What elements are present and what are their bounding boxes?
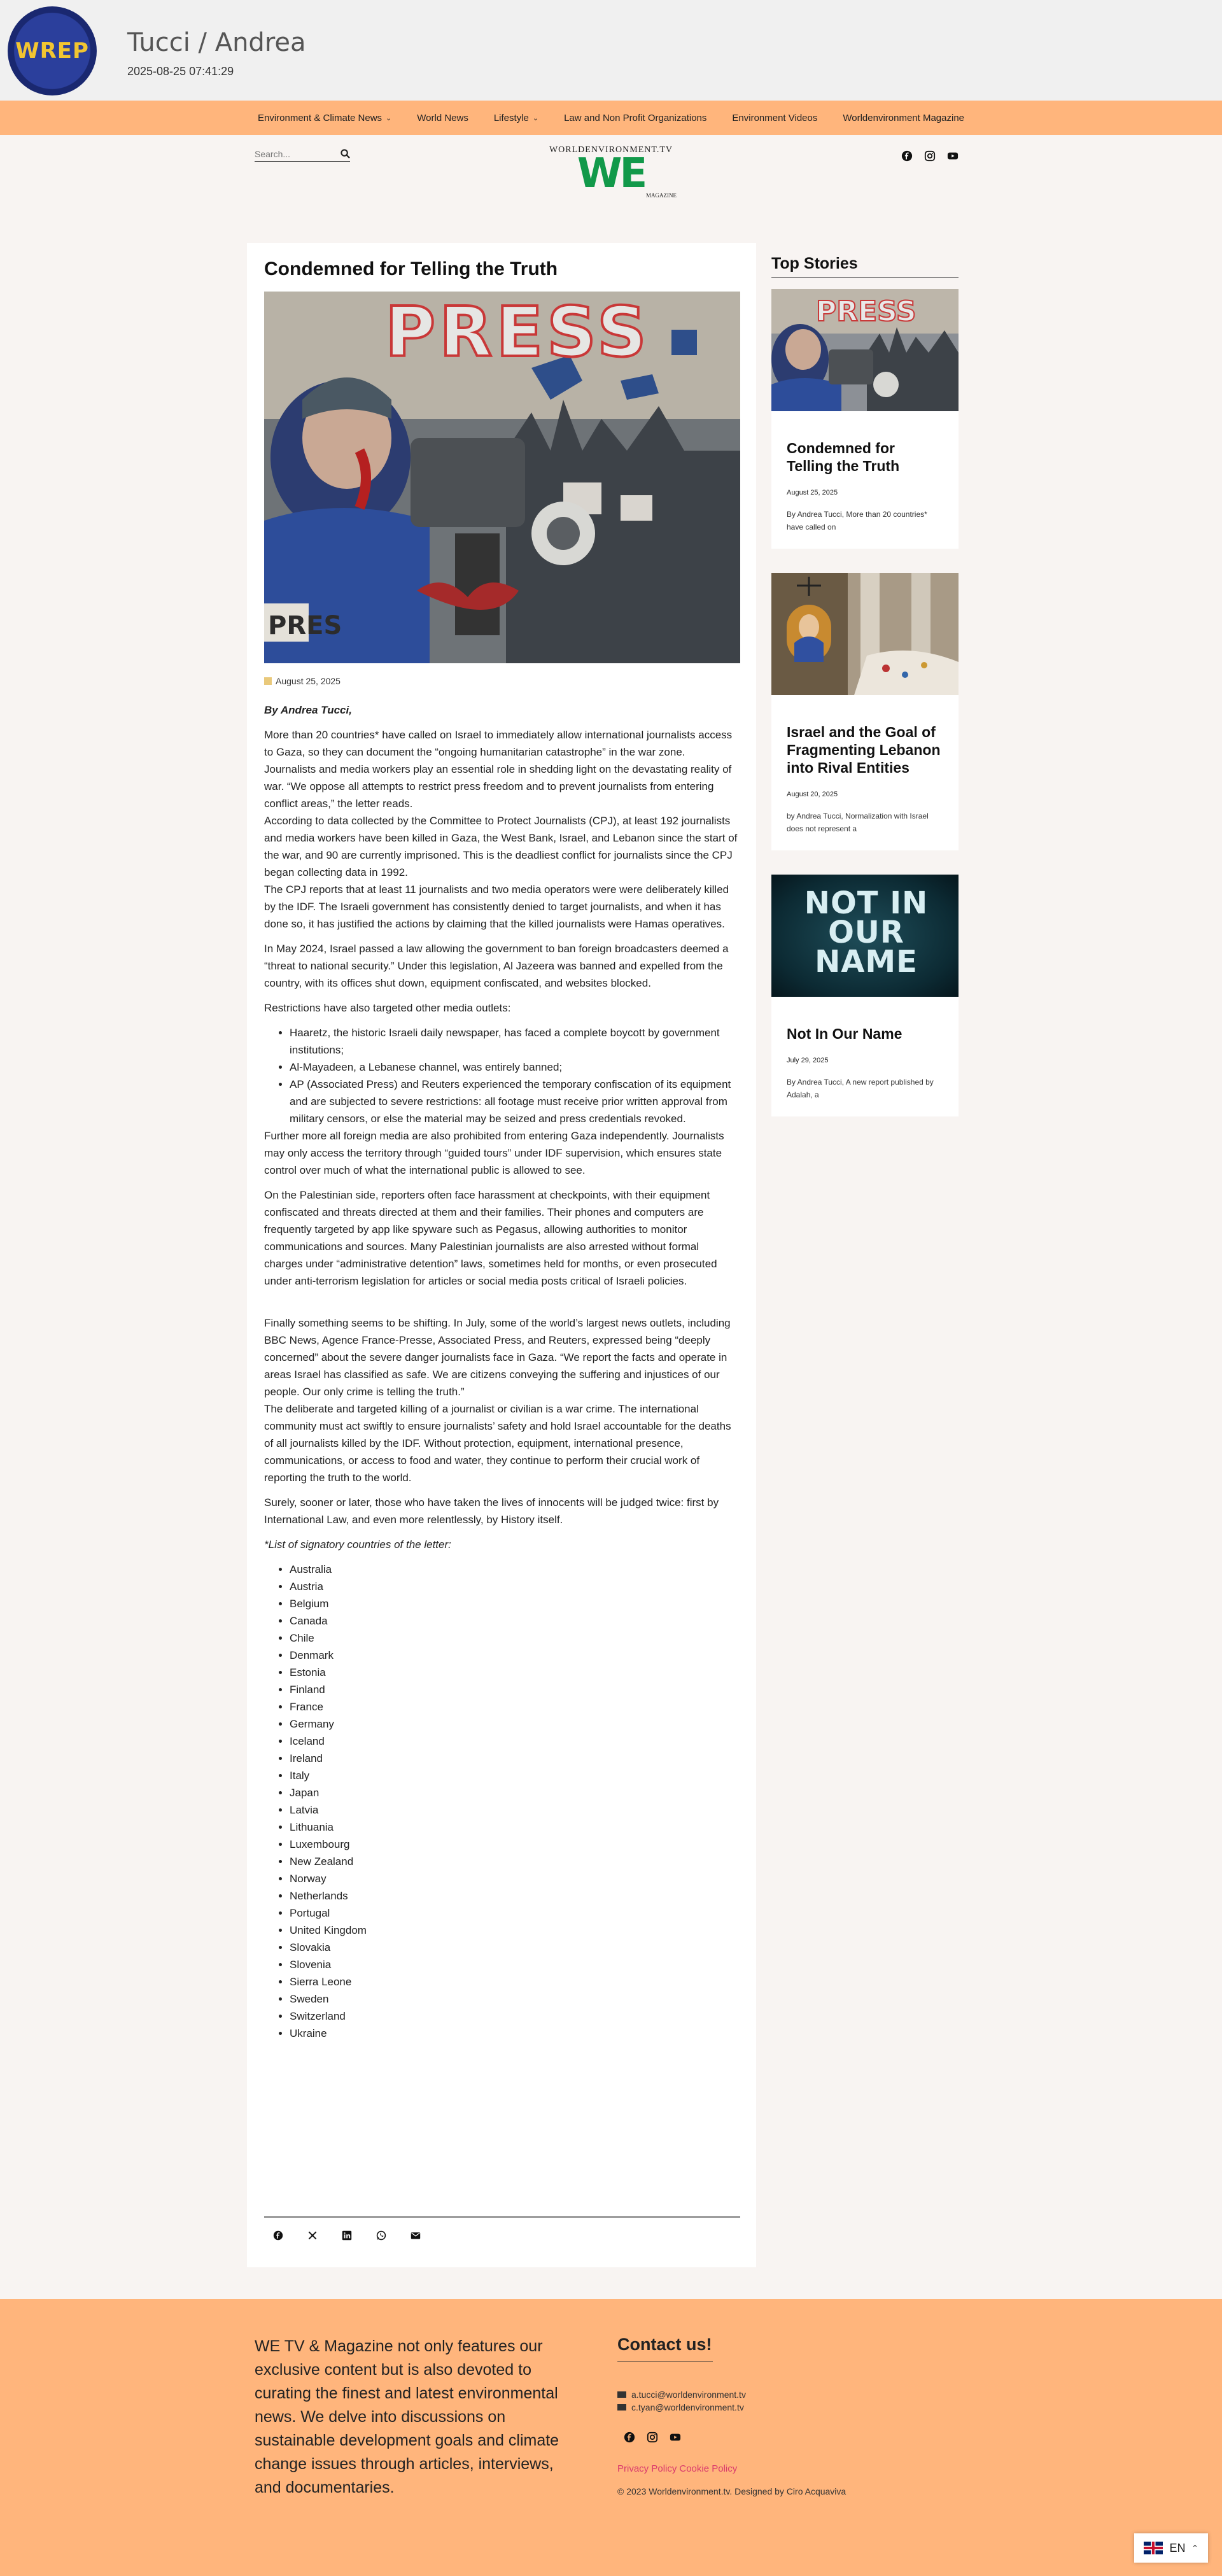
hero-press-vest-text: PRES: [268, 611, 342, 640]
contact-title: Contact us!: [617, 2335, 713, 2361]
story-card-title[interactable]: Not In Our Name: [787, 1025, 902, 1042]
x-icon[interactable]: [307, 2230, 318, 2241]
country-item: • Slovenia: [290, 1956, 740, 1973]
nav-item-lifestyle[interactable]: [494, 113, 538, 123]
contact-email-text[interactable]: a.tucci@worldenvironment.tv: [631, 2389, 746, 2400]
chevron-down-icon: ⌄: [386, 114, 392, 122]
uk-flag-icon: [1144, 2542, 1163, 2554]
nav-label: World News: [417, 112, 468, 123]
article-paragraph: More than 20 countries* have called on Israel to immediately allow international journalists access to Gaza, so they can document the “ongoing humanitarian catastrophe” in the war zone.: [264, 729, 733, 758]
nav-item-worldenvironment-magazine[interactable]: [843, 113, 964, 123]
nav-label: Lifestyle: [493, 112, 529, 123]
site-footer: [0, 2299, 1222, 2576]
chevron-up-icon: ⌃: [1191, 2544, 1198, 2552]
country-item: • Sweden: [290, 1990, 740, 2008]
nav-item-environment-climate-news[interactable]: [258, 113, 391, 123]
nav-label: Environment Videos: [732, 112, 818, 123]
post-date-text: August 25, 2025: [276, 676, 341, 686]
site-logo[interactable]: [543, 145, 679, 200]
share-bar: [264, 2216, 740, 2241]
list-item: • Al-Mayadeen, a Lebanese channel, was entirely banned;: [290, 1059, 740, 1076]
calendar-icon: [264, 677, 272, 685]
chevron-down-icon: ⌄: [532, 114, 539, 122]
country-item: • Iceland: [290, 1733, 740, 1750]
instagram-icon[interactable]: [647, 2432, 658, 2443]
author-title: Tucci / Andrea: [127, 28, 306, 57]
contact-email[interactable]: [617, 2389, 746, 2400]
byline: By Andrea Tucci,: [264, 704, 352, 716]
facebook-icon[interactable]: [624, 2432, 635, 2443]
hero-press-text: PRESS: [385, 293, 650, 372]
country-item: • Slovakia: [290, 1939, 740, 1956]
media-outlets-list: [290, 1024, 740, 1127]
author-datetime: 2025-08-25 07:41:29: [127, 65, 234, 78]
country-item: • Norway: [290, 1870, 740, 1887]
country-item: • Canada: [290, 1612, 740, 1629]
story-card-excerpt: by Andrea Tucci, Normalization with Israel does not represent a: [787, 812, 929, 833]
list-item: • AP (Associated Press) and Reuters experienced the temporary confiscation of its equipment and are subjected to severe restrictions: all footage must receive prior written approval from military censors, or else the material may be seized and press credentials revoked.: [290, 1076, 740, 1127]
story-card-date: August 25, 2025: [787, 489, 838, 496]
cookie-policy-link[interactable]: Cookie Policy: [679, 2463, 738, 2474]
language-code: EN: [1169, 2541, 1186, 2554]
article-paragraph: The deliberate and targeted killing of a journalist or civilian is a war crime. The international community must act swiftly to ensure journalists’ safety and hold Israel accountable for the deaths of all journalists killed by the IDF. Without protection, equipment, international presence, communications, or access to food and water, they continue to perform their crucial work of reporting the truth to the world.: [264, 1403, 731, 1484]
country-item: • Belgium: [290, 1595, 740, 1612]
footer-blurb: WE TV & Magazine not only features our exclusive content but is also devoted to curating the finest and latest environmental news. We delve into discussions on sustainable development goals and climate change issues through articles, interviews, and documentaries.: [255, 2337, 559, 2496]
story-card-image[interactable]: [771, 573, 959, 695]
country-item: • Denmark: [290, 1647, 740, 1664]
country-item: • Chile: [290, 1629, 740, 1647]
story-thumbnail-text: NOT IN OUR NAME: [804, 885, 929, 980]
nav-label: Environment & Climate News: [257, 112, 383, 123]
country-item: • Lithuania: [290, 1819, 740, 1836]
country-item: • Netherlands: [290, 1887, 740, 1904]
article-title: Condemned for Telling the Truth: [264, 258, 558, 279]
country-item: • Ukraine: [290, 2025, 740, 2042]
country-item: • France: [290, 1698, 740, 1715]
story-card[interactable]: [771, 875, 959, 1116]
story-card[interactable]: [771, 573, 959, 850]
country-item: • Portugal: [290, 1904, 740, 1922]
envelope-icon: [617, 2391, 626, 2398]
list-item: • Haaretz, the historic Israeli daily newspaper, has faced a complete boycott by government institutions;: [290, 1024, 740, 1059]
nav-item-environment-videos[interactable]: [732, 113, 817, 123]
article-paragraph: Restrictions have also targeted other media outlets:: [264, 1002, 511, 1014]
privacy-policy-link[interactable]: Privacy Policy: [617, 2463, 677, 2474]
story-card-excerpt: By Andrea Tucci, More than 20 countries* have called on: [787, 510, 927, 531]
story-card-excerpt: By Andrea Tucci, A new report published by Adalah, a: [787, 1078, 934, 1099]
signatory-list-heading: *List of signatory countries of the letter:: [264, 1538, 451, 1551]
country-item: • Finland: [290, 1681, 740, 1698]
country-item: • Australia: [290, 1561, 740, 1578]
search-icon[interactable]: [341, 149, 350, 158]
email-icon[interactable]: [411, 2230, 421, 2241]
nav-label: Law and Non Profit Organizations: [564, 112, 707, 123]
country-item: • Estonia: [290, 1664, 740, 1681]
article-paragraph: In May 2024, Israel passed a law allowing the government to ban foreign broadcasters deemed a “threat to national security.” Under this legislation, Al Jazeera was banned and expelled from the country, with its offices shut down, equipment confiscated, and websites blocked.: [264, 943, 729, 989]
article-paragraph: Surely, sooner or later, those who have taken the lives of innocents will be judged twice: first by International Law, and even more relentlessly, by History itself.: [264, 1496, 719, 1526]
story-card[interactable]: [771, 289, 959, 549]
country-item: • Austria: [290, 1578, 740, 1595]
story-card-date: July 29, 2025: [787, 1057, 829, 1064]
country-item: • Italy: [290, 1767, 740, 1784]
linkedin-icon[interactable]: [342, 2230, 352, 2241]
story-card-title[interactable]: Condemned for Telling the Truth: [787, 440, 900, 474]
footer-social-links: [624, 2432, 681, 2443]
facebook-icon[interactable]: [273, 2230, 283, 2241]
article-hero-image: [264, 292, 740, 663]
logo-main-text: WE: [577, 150, 645, 197]
story-card-title[interactable]: Israel and the Goal of Fragmenting Lebanon into Rival Entities: [787, 724, 941, 776]
country-item: • Sierra Leone: [290, 1973, 740, 1990]
wrep-logo-text: WREP: [15, 38, 89, 64]
story-thumbnail-mural: [771, 289, 959, 411]
story-thumbnail-church-ruins: [771, 573, 959, 695]
whatsapp-icon[interactable]: [376, 2230, 386, 2241]
article-paragraph: On the Palestinian side, reporters often face harassment at checkpoints, with their equipment confiscated and threats directed at them and their families. Their phones and computers are frequently targeted by app like spyware such as Pegasus, allowing authorities to monitor communications and sources. Many Palestinian journalists are also arrested without formal charges under “administrative detention” laws, sometimes held for months, or even prosecuted under anti-terrorism legislation for articles or social media posts critical of Israeli policies.: [264, 1189, 717, 1287]
youtube-icon[interactable]: [947, 150, 959, 162]
sidebar: [771, 243, 959, 1116]
country-item: • Switzerland: [290, 2008, 740, 2025]
country-item: • Ireland: [290, 1750, 740, 1767]
search-box: [255, 146, 350, 162]
contact-email-text[interactable]: c.tyan@worldenvironment.tv: [631, 2402, 744, 2412]
country-item: • Germany: [290, 1715, 740, 1733]
post-date: [264, 676, 740, 686]
youtube-icon[interactable]: [670, 2432, 681, 2443]
country-item: • Latvia: [290, 1801, 740, 1819]
story-card-image[interactable]: [771, 289, 959, 411]
country-item: • New Zealand: [290, 1853, 740, 1870]
nav-item-world-news[interactable]: [417, 113, 468, 123]
article-paragraph: Journalists and media workers play an essential role in shedding light on the devastating reality of war. “We oppose all attempts to restrict press freedom and to prevent journalists from entering conflict areas,” the letter reads.: [264, 763, 732, 810]
country-item: • United Kingdom: [290, 1922, 740, 1939]
country-item: • Japan: [290, 1784, 740, 1801]
policy-links: [617, 2463, 737, 2474]
logo-sub-text: MAGAZINE: [646, 192, 677, 199]
nav-item-law-nonprofit[interactable]: [564, 113, 706, 123]
country-list: [290, 1561, 740, 2042]
facebook-icon[interactable]: [901, 150, 913, 162]
header-social-links: [901, 150, 959, 162]
svg-text:PRESS: PRESS: [816, 295, 916, 328]
logo-top-text: WORLDENVIRONMENT.TV: [549, 145, 673, 155]
story-card-date: August 20, 2025: [787, 791, 838, 798]
nav-label: Worldenvironment Magazine: [843, 112, 965, 123]
search-input[interactable]: [255, 149, 331, 159]
copyright: © 2023 Worldenvironment.tv. Designed by Ciro Acquaviva: [617, 2486, 846, 2496]
article-paragraph: The CPJ reports that at least 11 journalists and two media operators were were deliberately killed by the IDF. The Israeli government has consistently denied to target journalists, and when it has done so, it has justified the actions by claiming that the killed journalists were Hamas operatives.: [264, 883, 729, 930]
article-paragraph: Finally something seems to be shifting. In July, some of the world’s largest news outlets, including BBC News, Agence France-Presse, Associated Press, and Reuters, expressed being “deeply concerned” about the severe danger journalists face in Gaza. “We report the facts and operate in areas Israel has classified as safe. We are citizens conveying the suffering and injustices of our people. Our only crime is telling the truth.”: [264, 1317, 731, 1398]
article-paragraph: Further more all foreign media are also prohibited from entering Gaza independently. Journalists may only access the territory through “guided tours” under IDF supervision, which ensures state control over much of what the international public is allowed to see.: [264, 1130, 724, 1176]
wrep-logo[interactable]: [8, 6, 97, 95]
article-paragraph: According to data collected by the Committee to Protect Journalists (CPJ), at least 192 journalists and media workers have been killed in Gaza, the West Bank, Israel, and Lebanon since the start of the war, and 90 are currently imprisoned. This is the deadliest conflict for journalists since the CPJ began collecting data in 1992.: [264, 815, 738, 878]
language-switcher[interactable]: [1134, 2533, 1208, 2563]
story-card-image[interactable]: [771, 875, 959, 997]
main-nav: [0, 101, 1222, 135]
instagram-icon[interactable]: [924, 150, 936, 162]
article-card: [247, 243, 756, 2267]
top-stories-heading: Top Stories: [771, 243, 959, 278]
contact-email[interactable]: [617, 2402, 744, 2412]
country-item: • Luxembourg: [290, 1836, 740, 1853]
envelope-icon: [617, 2404, 626, 2411]
author-header: [0, 0, 1222, 101]
